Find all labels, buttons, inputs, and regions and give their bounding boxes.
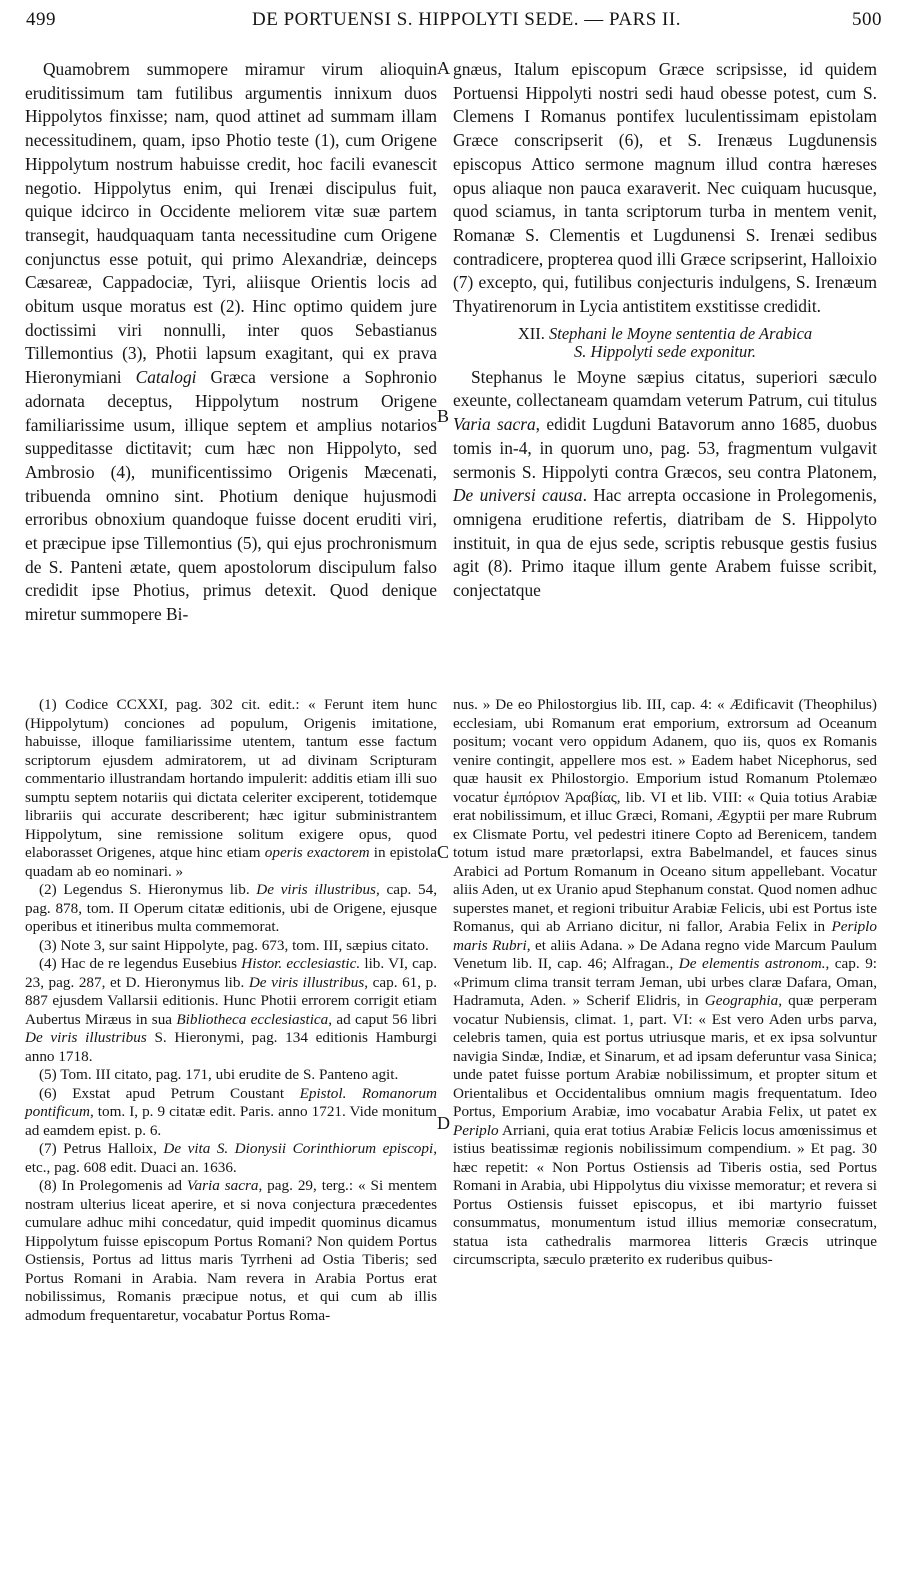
right-main-column bbox=[453, 58, 877, 603]
footnote-3: (3) Note 3, sur saint Hippolyte, pag. 673, tom. III, sæpius citato. bbox=[39, 936, 429, 954]
left-main-column bbox=[25, 58, 437, 627]
main-paragraph: gnæus, Italum episcopum Græce scripsisse, id quidem Portuensi Hippolyti nostri sedi haud obesse potest, cum S. Clemens I Romanus pontifex luculentissimam epistolam Græce conscripserit (6), et S. Irenæus Lugdunensis episcopus Attico sermone magnum illud contra hæreses opus aliaque non pauca exaraverit. Nec cuiquam hucusque, quod sciamus, in tanta scriptorum turba in mentem venit, Romanæ S. Clementis et Lugdunensi S. Irenæi sedibus contradicere, propterea quod illi Græce scripserint, Halloixio (7) excepto, qui, futilibus conjecturis indulgens, S. Irenæum Thyatirenorum in Lycia antistitem exstitisse credidit. bbox=[453, 59, 877, 317]
page-header bbox=[26, 3, 882, 37]
section-heading: XII. Stephani le Moyne sententia de Arabica S. Hippolyti sede exponitur. bbox=[517, 323, 813, 361]
footnote-8-continued: nus. » De eo Philostorgius lib. III, cap. 4: « Ædificavit (Theophilus) ecclesiam, ubi Romanum erat emporium, extrorsum ad Oceanum positum; vocant vero oppidum Adanem, quo iis, quos ex Romanis venire contingit, appellere mos est. » Eadem habet Nicephorus, sed quæ hausit ex Philostorgio. Emporium istud Romanum Ptolemæo vocatur ἐμπόριον Ἀραβίας, lib. VI et lib. VIII: « Quia totius Arabiæ erat nobilissimum, et illuc Græci, Romani, Ægyptii per mare Rubrum ex Clismate Portu, vel pedestri itinere Copto ad Berenicem, tandem totum istud mare prætorlapsi, extra Babelmandel, et fauces sinus Arabici ad Portum Romanum in Oceano situm appellebant. Vocatur aliis Aden, ut ex Uranio apud Stephanum constat. Quod nomen adhuc superstes manet, et regioni tribuitur Arabiæ Felicis, ubi est Portus iste Romanus, qui ab Arriano dicitur, ni fallor, Arabia Felix in Periplo maris Rubri, et aliis Adana. » De Adana regno vide Marcum Paulum Venetum lib. II, cap. 46; Alfragan., De elementis astronom., cap. 9: «Primum clima transit terram Jeman, ubi urbes claræ Dafara, Oman, Hadramuta, Aden. » Scherif Elidris, in Geographia, quæ perperam vocatur Nubiensis, climat. 1, part. VI: « Est vero Aden urbs parva, celebris tamen, quia est portus utriusque maris, et ex ipsa solvuntur navigia Sindæ, Indiæ, et Sinarum, et ad ipsam deferuntur vasa Sinica; unde patet fuisse portum Arabiæ nobilissimum, et propter situm et Orientalibus et Occidentalibus omnium magis frequentatum. Ideo Portus, Emporium Arabiæ, imo vocabatur Arabia Felix, ut patet ex Periplo Arriani, quia erat totius Arabiæ Felicis locus amœnissimus et istius beatissimæ regionis nobilissimum compendium. » Et pag. 30 hæc repetit: « Non Portus Ostiensis ad Tiberis ostia, sed Portus Romani in Arabia, ubi Hippolytus diu vixisse memoratur; et revera si Portus Ostiensis fuisset episcopus, et ibi martyrio fuisset consummatus, monumentum istud illius memoriæ consecratum, statua ista cathedralis marmorea litteris Græcis utrinque circumscripta, sæculo præterito ex ruderibus quibus- bbox=[453, 696, 878, 1268]
column-marker-b: B bbox=[437, 406, 450, 426]
column-marker-c: C bbox=[437, 842, 450, 862]
footnote-1: (1) Codice CCXXI, pag. 302 cit. edit.: « Ferunt item hunc (Hippolytum) conciones ad populum, Origenis imitatione, habuisse, illoque familiarissime utentem, tantum esse factum scriptorum ejusdem admiratorem, ut ad divinam Scripturam commentario illustrandam hortando impulerit: additis etiam illi suo sumptu septem notariis qui dictata celeriter exciperent, totidemque librariis qui accurate describerent; hæc igitur subministrantem Hippolytum, sine remissione solitum exigere opus, quod elaborasset Origenes, atque hinc etiam operis exactorem in epistola quadam ab eo nominari. » bbox=[25, 696, 437, 880]
left-footnotes bbox=[25, 696, 437, 1325]
footnote-6: (6) Exstat apud Petrum Coustant Epistol. Romanorum pontificum, tom. I, p. 9 citatæ edit. Paris. anno 1721. Vide monitum ad eamdem epist. p. 6. bbox=[25, 1084, 437, 1139]
footnote-8: (8) In Prolegomenis ad Varia sacra, pag. 29, terg.: « Si mentem nostram ulterius liceat aperire, et si nova conjectura præcedentes cumulare adhuc mihi concedatur, quid impedit quominus dicamus Hippolytum fuisse episcopum Portus Romani? Non quidem Portus Ostiensis, Portus ad littus maris Tyrrheni ad Ostia Tiberis; sed Portus Romani in Arabia. Nam revera in Arabia Portus erat nobilissimus, Romanis præcipue notus, et qui cum ab illis admodum frequentaretur, vocabatur Portus Roma- bbox=[25, 1177, 437, 1324]
footnote-4: (4) Hac de re legendus Eusebius Histor. ecclesiastic. lib. VI, cap. 23, pag. 287, et D. Hieronymus lib. De viris illustribus, cap. 61, p. 887 ejusdem Vallarsii editionis. Hunc Photii errorem corrigit etiam Aubertus Miræus in sua Bibliotheca ecclesiastica, ad caput 56 libri De viris illustribus S. Hieronymi, pag. 134 editionis Hamburgi anno 1718. bbox=[25, 955, 437, 1065]
footnote-2: (2) Legendus S. Hieronymus lib. De viris illustribus, cap. 54, pag. 878, tom. II Operum citatæ editionis, ubi de Origene, ejusque operibus et itineribus multa commemorat. bbox=[25, 881, 437, 935]
footnote-5: (5) Tom. III citato, pag. 171, ubi erudite de S. Panteno agit. bbox=[39, 1066, 399, 1083]
main-paragraph: Stephanus le Moyne sæpius citatus, superiori sæculo exeunte, collectaneam quamdam veterum Patrum, cui titulus Varia sacra, edidit Lugduni Batavorum anno 1685, duobus tomis in-4, in quorum uno, pag. 53, fragmentum vulgavit sermonis S. Hippolyti contra Græcos, seu contra Platonem, De universi causa. Hac arrepta occasione in Prolegomenis, omnigena eruditione refertis, diatribam de S. Hippolyto instituit, in qua de ejus sede, scriptis rebusque gestis fusius agit (8). Primo itaque illum gente Arabem fuisse scribit, conjectatque bbox=[453, 366, 877, 601]
column-marker-a: A bbox=[437, 58, 450, 78]
right-footnotes bbox=[453, 696, 877, 1270]
page-number-right: 500 bbox=[852, 9, 882, 30]
column-marker-d: D bbox=[437, 1113, 450, 1133]
footnote-7: (7) Petrus Halloix, De vita S. Dionysii Corinthiorum episcopi, etc., pag. 608 edit. Duaci an. 1636. bbox=[25, 1140, 438, 1176]
main-paragraph: Quamobrem summopere miramur virum alioquin eruditissimum tam futilibus argumentis innixum duos Hippolytos finxisse; nam, quod attinet ad summam illam necessitudinem, quam, ipso Photio teste (1), cum Origene Hippolytum nostrum habuisse credit, hoc facili evanescit negotio. Hippolytus enim, qui Irenæi discipulus fuit, quique idcirco in Occidente meliorem vitæ suæ partem transegit, haudquaquam tanta necessitudine cum Origene conjunctus esse potuit, qui primo Alexandriæ, deinceps Cæsareæ, Cappadociæ, Tyri, aliisque Orientis locis ad obitum usque moratus est (2). Hinc optimo quidem jure doctissimi viri nonnulli, inter quos Sebastianus Tillemontius (3), Photii lapsum exagitant, qui ex prava Hieronymiani Catalogi Græca versione a Sophronio adornata deceptus, Hippolytum nostrum Origene familiarissime usum, illique septem et amplius notarios suppeditasse dictitavit; cum hæc non Hippolyto, sed Ambrosio (4), munificentissimo Origenis Mæcenati, tribuenda omnino sint. Photium denique hujusmodi erroribus obnoxium quandoque fuisse docent eruditi viri, et præcipue ipse Tillemontius (5), qui ejus prochronismum de S. Panteni ætate, quem apostolorum discipulum falso credidit ipse Photius, primus detexit. Quod denique miretur summopere Bi- bbox=[25, 59, 437, 625]
running-title: DE PORTUENSI S. HIPPOLYTI SEDE. — PARS II. bbox=[252, 9, 681, 30]
page-number-left: 499 bbox=[26, 9, 56, 30]
